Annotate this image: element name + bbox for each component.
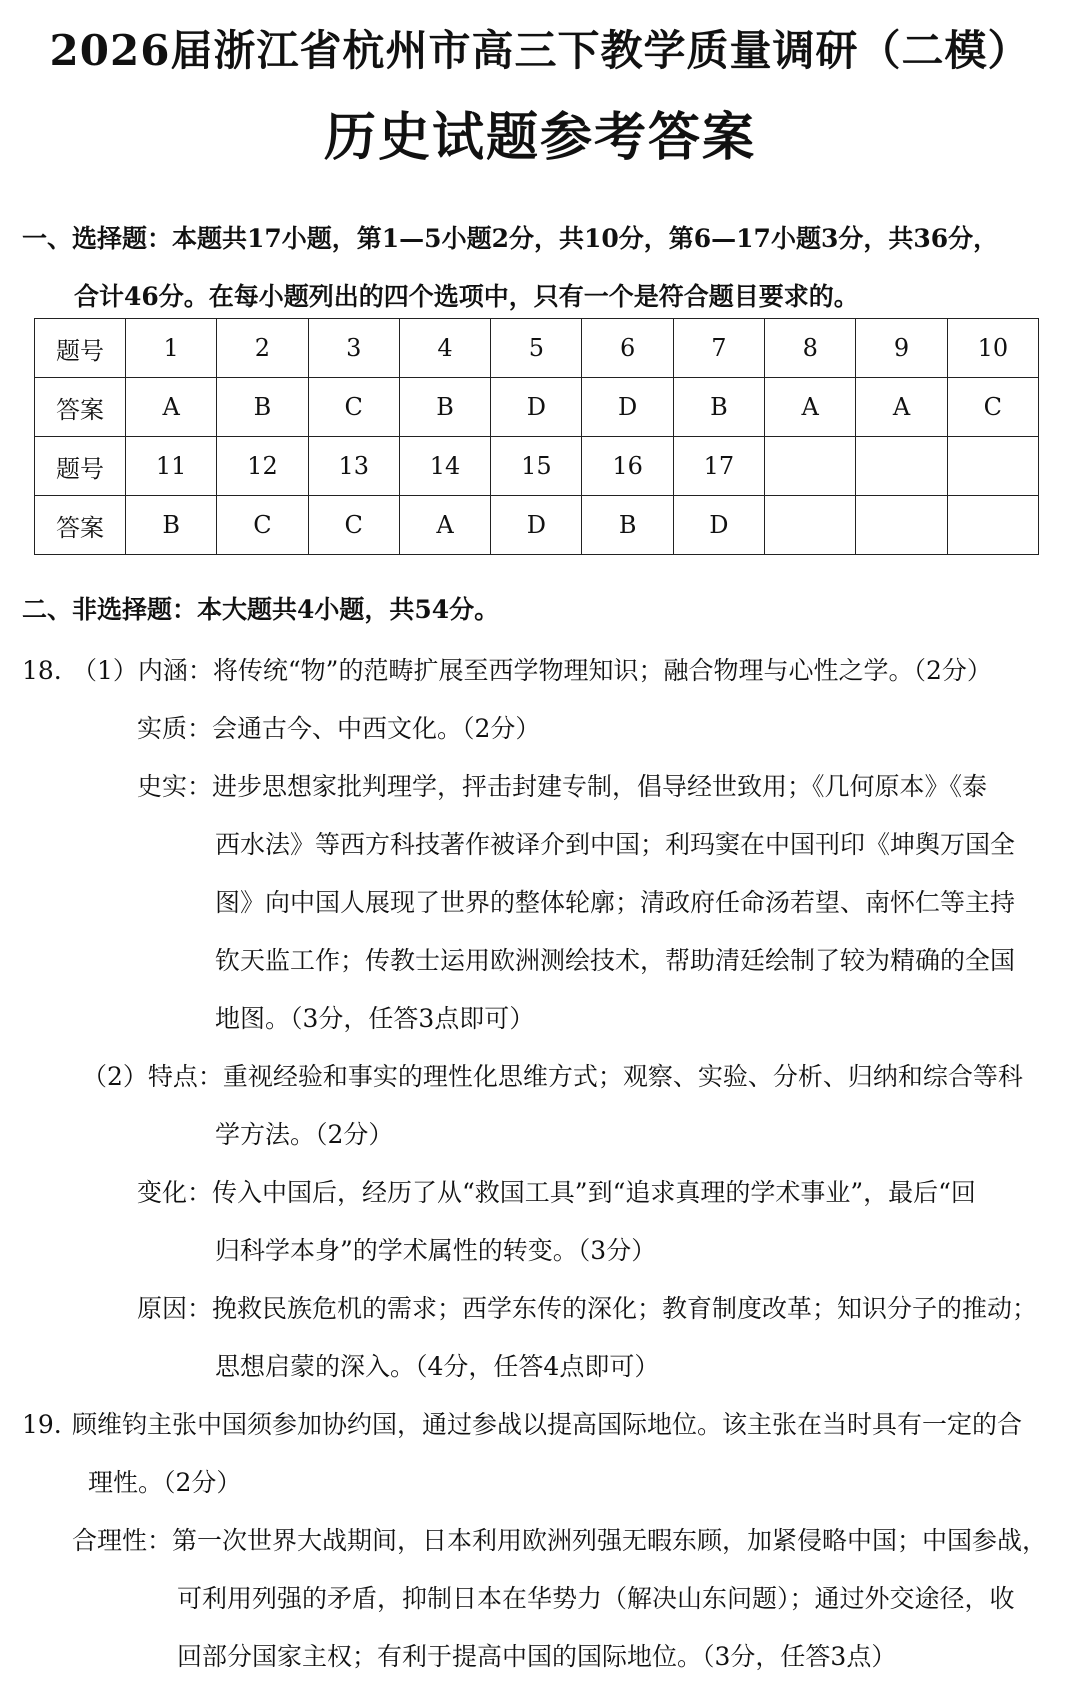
q18-p2-label: （2）特点：: [82, 1062, 223, 1091]
q19-number: 19.: [22, 1410, 62, 1439]
q19-heli-l2: 可利用列强的矛盾，抑制日本在华势力（解决山东问题）；通过外交途径，收: [177, 1584, 1015, 1613]
table-cell: 8: [765, 319, 856, 378]
q18-line-yuanyin: [22, 1280, 1057, 1338]
answer-body: [22, 642, 1057, 1686]
q18-shishi-l2: 西水法》等西方科技著作被译介到中国；利玛窦在中国刊印《坤舆万国全: [215, 830, 1016, 859]
table-cell: B: [217, 378, 308, 437]
section2-heading: 二、非选择题：本大题共4小题，共54分。: [22, 595, 500, 624]
q18-line-bianhua: [22, 1164, 1057, 1222]
table-row: [35, 437, 1039, 496]
table-row: [35, 378, 1039, 437]
document-subtitle: 历史试题参考答案: [323, 107, 756, 168]
q18-yuanyin-label: 原因：: [137, 1294, 213, 1323]
table-cell: D: [491, 496, 582, 555]
q18-shizhi-text: 会通古今、中西文化。（2分）: [212, 714, 541, 743]
table-cell: 7: [673, 319, 764, 378]
table-cell: [765, 496, 856, 555]
table-cell: D: [673, 496, 764, 555]
q18-bianhua-l1: 传入中国后，经历了从“救国工具”到“追求真理的学术事业”，最后“回: [212, 1178, 976, 1207]
table-cell: 2: [217, 319, 308, 378]
table-cell: 11: [126, 437, 217, 496]
table-cell: 14: [399, 437, 490, 496]
table-cell: C: [217, 496, 308, 555]
table-row-header: 题号: [35, 437, 126, 496]
table-cell: B: [582, 496, 673, 555]
q19-heli-l3: 回部分国家主权；有利于提高中国的国际地位。（3分，任答3点）: [177, 1642, 897, 1671]
table-cell: 6: [582, 319, 673, 378]
q19-heli-l1: 第一次世界大战期间，日本利用欧洲列强无暇东顾，加紧侵略中国；中国参战，: [172, 1526, 1048, 1555]
table-cell: 15: [491, 437, 582, 496]
q18-shishi-l4: 钦天监工作；传教士运用欧洲测绘技术，帮助清廷绘制了较为精确的全国: [215, 946, 1016, 975]
table-cell: 3: [308, 319, 399, 378]
q18-line-neihan: [22, 642, 1057, 700]
q18-bianhua-label: 变化：: [137, 1178, 213, 1207]
table-cell: C: [308, 378, 399, 437]
q19-line-heli: [22, 1512, 1057, 1570]
q18-p2-l1: 重视经验和事实的理性化思维方式；观察、实验、分析、归纳和综合等科: [222, 1062, 1023, 1091]
q19-l2: 理性。（2分）: [88, 1468, 242, 1497]
section1-line2: 合计46分。在每小题列出的四个选项中，只有一个是符合题目要求的。: [74, 282, 859, 311]
table-cell: A: [765, 378, 856, 437]
q18-shishi-label: 史实：: [137, 772, 213, 801]
table-cell: A: [126, 378, 217, 437]
q18-bianhua-l2: 归科学本身”的学术属性的转变。（3分）: [215, 1236, 657, 1265]
table-cell: [765, 437, 856, 496]
q18-p1-text: 将传统“物”的范畴扩展至西学物理知识；融合物理与心性之学。（2分）: [212, 656, 992, 685]
table-cell: [856, 496, 947, 555]
table-cell: [947, 496, 1038, 555]
table-cell: 4: [399, 319, 490, 378]
q19-l1: 顾维钧主张中国须参加协约国，通过参战以提高国际地位。该主张在当时具有一定的合: [72, 1410, 1023, 1439]
table-cell: 13: [308, 437, 399, 496]
q18-number: 18.: [22, 656, 62, 685]
table-cell: 10: [947, 319, 1038, 378]
q18-yuanyin-l1: 挽救民族危机的需求；西学东传的深化；教育制度改革；知识分子的推动；: [212, 1294, 1038, 1323]
table-cell: A: [399, 496, 490, 555]
table-cell: [856, 437, 947, 496]
table-cell: 16: [582, 437, 673, 496]
table-cell: C: [947, 378, 1038, 437]
section1-line1: 一、选择题：本题共17小题，第1—5小题2分，共10分，第6—17小题3分，共36分，: [22, 224, 999, 253]
q18-line-tedian: [22, 1048, 1057, 1106]
table-row-header: 题号: [35, 319, 126, 378]
section1-instructions: [22, 210, 1062, 326]
q18-shishi-l5: 地图。（3分，任答3点即可）: [215, 1004, 535, 1033]
table-cell: D: [491, 378, 582, 437]
answer-table: [34, 318, 1039, 555]
table-row-header: 答案: [35, 378, 126, 437]
table-cell: A: [856, 378, 947, 437]
table-row: [35, 496, 1039, 555]
table-row-header: 答案: [35, 496, 126, 555]
q18-line-shizhi: [22, 700, 1057, 758]
table-cell: 17: [673, 437, 764, 496]
q18-shishi-l1: 进步思想家批判理学，抨击封建专制，倡导经世致用；《几何原本》《泰: [212, 772, 988, 801]
table-cell: 12: [217, 437, 308, 496]
table-cell: D: [582, 378, 673, 437]
table-cell: 9: [856, 319, 947, 378]
table-cell: 5: [491, 319, 582, 378]
table-row: [35, 319, 1039, 378]
table-cell: B: [126, 496, 217, 555]
q18-p2-l2: 学方法。（2分）: [215, 1120, 394, 1149]
q19-line1: [22, 1396, 1057, 1454]
q19-heli-label: 合理性：: [72, 1526, 173, 1555]
q18-shizhi-label: 实质：: [137, 714, 213, 743]
table-cell: B: [399, 378, 490, 437]
table-cell: B: [673, 378, 764, 437]
document-title: 2026届浙江省杭州市高三下教学质量调研（二模）: [49, 26, 1031, 75]
table-cell: C: [308, 496, 399, 555]
table-cell: [947, 437, 1038, 496]
q18-p1-label: （1）内涵：: [72, 656, 213, 685]
q18-line-shishi: [22, 758, 1057, 816]
q18-yuanyin-l2: 思想启蒙的深入。（4分，任答4点即可）: [215, 1352, 660, 1381]
q18-shishi-l3: 图》向中国人展现了世界的整体轮廓；清政府任命汤若望、南怀仁等主持: [215, 888, 1016, 917]
table-cell: 1: [126, 319, 217, 378]
